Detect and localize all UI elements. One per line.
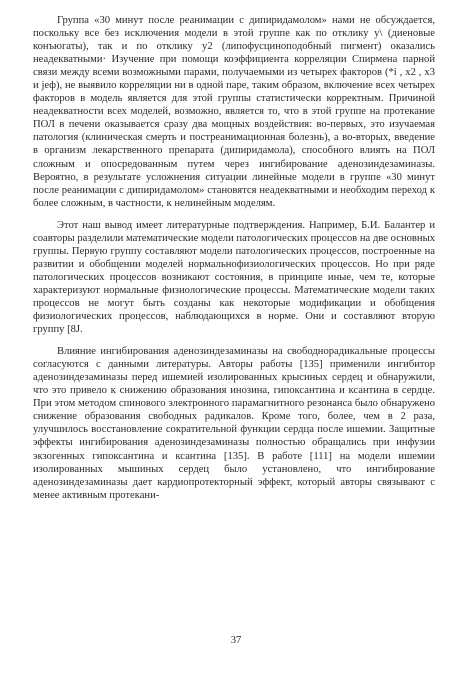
page-number: 37 [230,635,242,646]
paragraph-spearman-analysis: Группа «30 минут после реанимации с дипиридамолом» нами не обсуждается, поскольку все без исключения модели в этой группе как по отклику у\ (диеновые конъюгаты), так и по отклику у2 (липофусциноподобный пигмент) оказались неадекватными· Изучение при помощи коэффициента корреляции Спирмена парной связи между всеми возможными парами, получаемыми из четырех факторов (*i , х2 , х3 и jeф), не выявило корреляции ни в одной паре, таким образом, включение всех четырех факторов в модель является для этой группы статистически корректным. Причиной неадекватности всех моделей, возможно, является то, что в этой группе на протекание ПОЛ в печени оказывается сразу два мощных воздействия: во-первых, это изучаемая патология (клиническая смерть и постреанимационная болезнь), а во-вторых, введение в организм лекарственного препарата (дипиридамола), способного влиять на ПОЛ сложным и опосредованным путем через ингибирование аденозиндезаминазы. Вероятно, в результате усложнения ситуации линейные модели в группе «30 минут после реанимации с дипиридамолом» становятся неадекватными и необходим переход к более сложным, в частности, к нелинейным моделям. [33,15,435,209]
body-text [33,14,435,502]
paragraph-literature-confirmation: Этот наш вывод имеет литературные подтверждения. Например, Б.И. Балантер и соавторы разделили математические модели патологических процессов на две основных группы. Первую группу составляют модели патологических процессов, построенные на развитии и обобщении моделей нормальнофизиологических процессов. Но при ряде патологических процессов возникают состояния, в принципе иные, чем те, которые характеризуют нормальные физиологические процессы. Математические модели таких процессов не могут быть созданы как некоторые модификации и обобщения физиологических процессов, наблюдающихся в норме. Они и составляют вторую группу [8J. [33,219,435,336]
paragraph-adenosine-deaminase: Влияние ингибирования аденозиндезаминазы на свободнорадикальные процессы согласуются с данными литературы. Авторы работы [135] применили ингибитор аденозиндезаминазы перед ишемией изолированных крысиных сердец и обнаружили, что это привело к снижению образования инозина, гипоксантина и ксантина в сердце. При этом методом спинового электронного парамагнитного резонанса было обнаружено снижение образования свободных радикалов. Кроме того, более, чем в 2 раза, улучшилось восстановление сократительной функции сердца после ишемии. Защитные эффекты ингибирования аденозиндезаминазы полностью обращались при инфузии экзогенных гипоксантина и ксантина [135]. В работе [111] на модели ишемии изолированных мышиных сердец было установлено, что ингибирование аденозиндезаминазы дает кардиопротекторный эффект, который авторы связывают с менее активным протекани- [33,346,435,501]
